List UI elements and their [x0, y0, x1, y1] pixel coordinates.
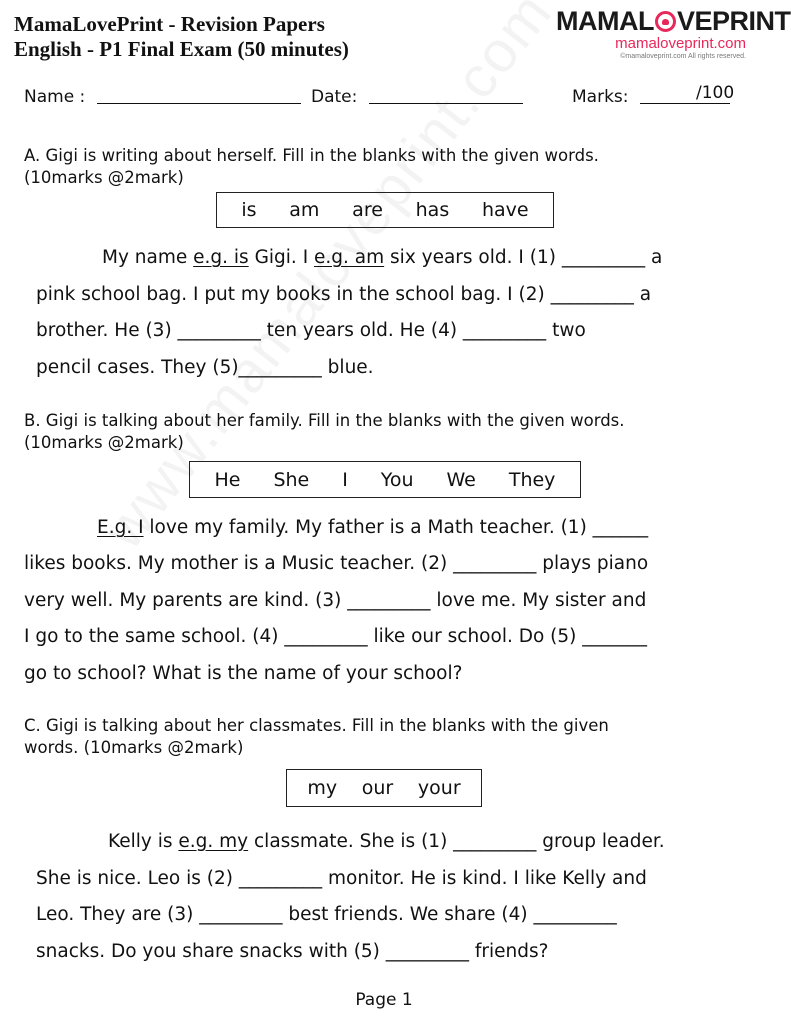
- logo-text-right: VEPRINT: [676, 6, 791, 36]
- logo-text-left: MAMAL: [556, 6, 654, 36]
- passage-line: My name e.g. is Gigi. I e.g. am six years old. I (1) _________ a: [102, 247, 663, 268]
- worksheet-series-title: MamaLovePrint - Revision Papers: [14, 12, 325, 36]
- example-answer: e.g. my: [178, 831, 249, 852]
- page-number: Page 1: [355, 990, 413, 1010]
- section-b-instruction-text: B. Gigi is talking about her family. Fill in the blanks with the given words.: [24, 411, 625, 430]
- date-field[interactable]: [311, 87, 523, 107]
- word-option: I: [342, 468, 348, 491]
- logo-rights: ©mamaloveprint.com All rights reserved.: [620, 53, 746, 60]
- date-label: Date:: [311, 87, 358, 107]
- section-b-word-box: [189, 461, 581, 498]
- word-option: have: [481, 199, 529, 221]
- passage-line: She is nice. Leo is (2) _________ monitor. He is kind. I like Kelly and: [36, 868, 647, 889]
- example-answer: E.g. I: [97, 517, 144, 538]
- passage-line: snacks. Do you share snacks with (5) _________ friends?: [36, 941, 549, 962]
- logo-url: mamaloveprint.com: [615, 35, 746, 52]
- word-option: We: [446, 468, 476, 491]
- word-option: my: [307, 777, 338, 799]
- passage-line: pencil cases. They (5)_________ blue.: [36, 357, 374, 378]
- passage-line: Leo. They are (3) _________ best friends. We share (4) _________: [36, 904, 617, 925]
- word-option: your: [417, 777, 461, 799]
- word-option: He: [214, 468, 241, 491]
- section-c-marks: words. (10marks @2mark): [24, 738, 244, 757]
- word-option: our: [361, 777, 394, 799]
- example-answer: e.g. am: [314, 247, 385, 268]
- word-option: They: [508, 468, 556, 491]
- section-c-instruction: [24, 715, 744, 759]
- brand-logo: [556, 6, 791, 61]
- word-option: She: [273, 468, 310, 491]
- section-a-instruction-text: A. Gigi is writing about herself. Fill in the blanks with the given words.: [24, 146, 599, 165]
- name-field[interactable]: [24, 87, 301, 107]
- passage-line: pink school bag. I put my books in the school bag. I (2) _________ a: [36, 284, 652, 305]
- marks-total: /100: [696, 83, 735, 103]
- section-c-word-box: [286, 769, 482, 807]
- word-option: am: [289, 199, 320, 221]
- word-option: You: [380, 468, 414, 491]
- marks-blank[interactable]: [640, 103, 730, 104]
- section-b-marks: (10marks @2mark): [24, 433, 184, 452]
- heart-icon: [655, 11, 676, 32]
- marks-label: Marks:: [572, 87, 629, 107]
- section-b-instruction: [24, 410, 744, 454]
- word-option: is: [241, 199, 257, 221]
- section-c-instruction-text: C. Gigi is talking about her classmates. Fill in the blanks with the given: [24, 716, 609, 735]
- passage-line: very well. My parents are kind. (3) _________ love me. My sister and: [24, 590, 647, 611]
- passage-line: likes books. My mother is a Music teacher. (2) _________ plays piano: [24, 553, 649, 574]
- name-label: Name :: [24, 87, 86, 107]
- logo-wordmark: [556, 6, 791, 36]
- word-option: are: [352, 199, 383, 221]
- passage-line: go to school? What is the name of your school?: [24, 663, 463, 684]
- passage-line: I go to the same school. (4) _________ like our school. Do (5) _______: [24, 626, 648, 647]
- date-blank[interactable]: [369, 103, 523, 104]
- example-answer: e.g. is: [193, 247, 249, 268]
- section-a-marks: (10marks @2mark): [24, 168, 184, 187]
- passage-line: brother. He (3) _________ ten years old. He (4) _________ two: [36, 320, 586, 341]
- word-option: has: [415, 199, 450, 221]
- section-a-word-box: [216, 192, 554, 228]
- section-a-instruction: [24, 145, 744, 189]
- exam-title: English - P1 Final Exam (50 minutes): [14, 37, 349, 61]
- passage-line: Kelly is e.g. my classmate. She is (1) _________ group leader.: [108, 831, 665, 852]
- passage-line: E.g. I love my family. My father is a Math teacher. (1) ______: [97, 517, 649, 538]
- name-blank[interactable]: [97, 103, 301, 104]
